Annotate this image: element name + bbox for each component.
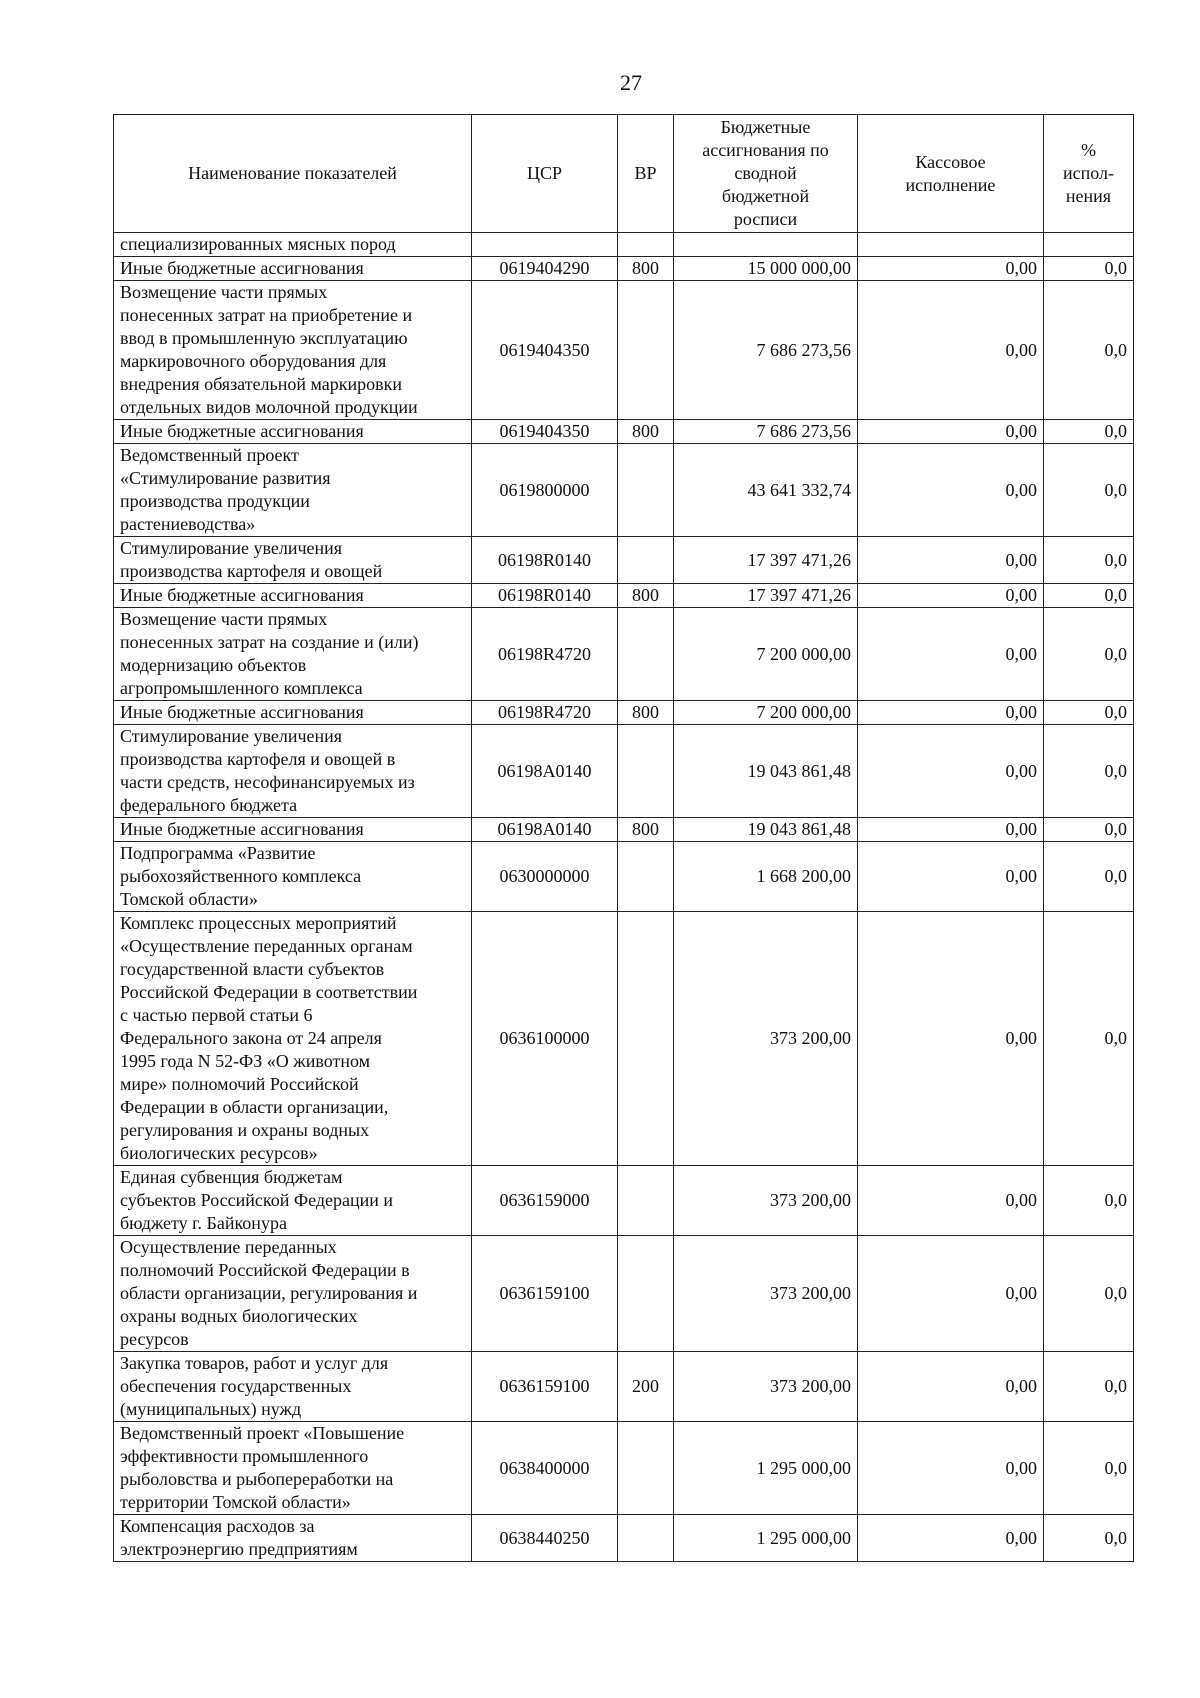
cell-amount: 7 200 000,00 xyxy=(674,608,858,701)
cell-amount: 7 686 273,56 xyxy=(674,281,858,420)
cell-pct: 0,0 xyxy=(1044,257,1134,281)
table-row xyxy=(114,1236,1134,1352)
table-row xyxy=(114,584,1134,608)
cell-pct: 0,0 xyxy=(1044,1166,1134,1236)
cell-vr xyxy=(618,1166,674,1236)
cell-amount: 373 200,00 xyxy=(674,1236,858,1352)
cell-pct: 0,0 xyxy=(1044,584,1134,608)
table-row xyxy=(114,1422,1134,1515)
cell-cash: 0,00 xyxy=(858,725,1044,818)
cell-name: Иные бюджетные ассигнования xyxy=(114,420,472,444)
cell-csr: 06198R0140 xyxy=(472,537,618,584)
cell-cash: 0,00 xyxy=(858,1236,1044,1352)
cell-amount: 19 043 861,48 xyxy=(674,725,858,818)
cell-amount: 17 397 471,26 xyxy=(674,537,858,584)
cell-amount: 1 668 200,00 xyxy=(674,842,858,912)
cell-cash: 0,00 xyxy=(858,1352,1044,1422)
cell-vr xyxy=(618,233,674,257)
cell-pct: 0,0 xyxy=(1044,1515,1134,1562)
cell-vr: 800 xyxy=(618,701,674,725)
cell-vr: 800 xyxy=(618,584,674,608)
cell-pct: 0,0 xyxy=(1044,444,1134,537)
cell-csr: 0619404290 xyxy=(472,257,618,281)
cell-amount: 373 200,00 xyxy=(674,1352,858,1422)
cell-csr: 0636100000 xyxy=(472,912,618,1166)
cell-name: Компенсация расходов за электроэнергию предприятиям xyxy=(114,1515,472,1562)
header-name xyxy=(114,115,472,233)
cell-name: Единая субвенция бюджетам субъектов Российской Федерации и бюджету г. Байконура xyxy=(114,1166,472,1236)
header-vr xyxy=(618,115,674,233)
cell-pct: 0,0 xyxy=(1044,725,1134,818)
header-budget-label: Бюджетные ассигнования по сводной бюджетной росписи xyxy=(702,117,829,229)
cell-name: Возмещение части прямых понесенных затрат на создание и (или) модернизацию объектов агропромышленного комплекса xyxy=(114,608,472,701)
table-row xyxy=(114,233,1134,257)
cell-pct: 0,0 xyxy=(1044,818,1134,842)
table-row xyxy=(114,842,1134,912)
table-row xyxy=(114,281,1134,420)
cell-amount: 1 295 000,00 xyxy=(674,1422,858,1515)
budget-table xyxy=(113,114,1134,1562)
cell-name: Стимулирование увеличения производства картофеля и овощей в части средств, несофинансируемых из федерального бюджета xyxy=(114,725,472,818)
cell-cash: 0,00 xyxy=(858,420,1044,444)
cell-pct: 0,0 xyxy=(1044,1236,1134,1352)
header-pct-label: % испол- нения xyxy=(1063,140,1114,206)
cell-csr: 0636159100 xyxy=(472,1236,618,1352)
cell-pct: 0,0 xyxy=(1044,1422,1134,1515)
cell-csr xyxy=(472,233,618,257)
cell-vr xyxy=(618,537,674,584)
cell-name: Ведомственный проект «Повышение эффективности промышленного рыболовства и рыбопереработки на территории Томской области» xyxy=(114,1422,472,1515)
cell-amount: 7 200 000,00 xyxy=(674,701,858,725)
cell-vr xyxy=(618,912,674,1166)
table-row xyxy=(114,444,1134,537)
cell-amount: 373 200,00 xyxy=(674,912,858,1166)
cell-pct: 0,0 xyxy=(1044,281,1134,420)
cell-csr: 0636159000 xyxy=(472,1166,618,1236)
cell-pct: 0,0 xyxy=(1044,608,1134,701)
cell-cash: 0,00 xyxy=(858,912,1044,1166)
cell-vr: 800 xyxy=(618,257,674,281)
cell-name: Осуществление переданных полномочий Российской Федерации в области организации, регулирования и охраны водных биологических ресурсов xyxy=(114,1236,472,1352)
cell-vr xyxy=(618,281,674,420)
cell-vr xyxy=(618,608,674,701)
header-csr xyxy=(472,115,618,233)
cell-name: Стимулирование увеличения производства картофеля и овощей xyxy=(114,537,472,584)
cell-cash: 0,00 xyxy=(858,257,1044,281)
table-header-row xyxy=(114,115,1134,233)
table-row xyxy=(114,1166,1134,1236)
table-body xyxy=(114,233,1134,1562)
table-row xyxy=(114,420,1134,444)
cell-csr: 0619800000 xyxy=(472,444,618,537)
cell-amount: 7 686 273,56 xyxy=(674,420,858,444)
header-cash xyxy=(858,115,1044,233)
cell-name: Иные бюджетные ассигнования xyxy=(114,818,472,842)
cell-cash: 0,00 xyxy=(858,608,1044,701)
header-name-label: Наименование показателей xyxy=(188,163,397,183)
cell-cash: 0,00 xyxy=(858,818,1044,842)
cell-csr: 0636159100 xyxy=(472,1352,618,1422)
cell-pct: 0,0 xyxy=(1044,912,1134,1166)
cell-pct xyxy=(1044,233,1134,257)
header-vr-label: ВР xyxy=(634,163,657,183)
header-cash-label: Кассовое исполнение xyxy=(905,151,996,195)
cell-csr: 0638440250 xyxy=(472,1515,618,1562)
cell-amount: 43 641 332,74 xyxy=(674,444,858,537)
cell-vr: 800 xyxy=(618,420,674,444)
cell-pct: 0,0 xyxy=(1044,701,1134,725)
page-number: 27 xyxy=(620,70,642,95)
cell-name: Иные бюджетные ассигнования xyxy=(114,257,472,281)
cell-cash: 0,00 xyxy=(858,584,1044,608)
cell-cash: 0,00 xyxy=(858,281,1044,420)
cell-amount: 15 000 000,00 xyxy=(674,257,858,281)
cell-cash: 0,00 xyxy=(858,444,1044,537)
cell-csr: 0630000000 xyxy=(472,842,618,912)
cell-vr xyxy=(618,1515,674,1562)
cell-cash: 0,00 xyxy=(858,701,1044,725)
cell-pct: 0,0 xyxy=(1044,420,1134,444)
cell-pct: 0,0 xyxy=(1044,1352,1134,1422)
cell-amount xyxy=(674,233,858,257)
cell-amount: 1 295 000,00 xyxy=(674,1515,858,1562)
cell-vr xyxy=(618,444,674,537)
header-budget xyxy=(674,115,858,233)
cell-name: специализированных мясных пород xyxy=(114,233,472,257)
cell-csr: 0619404350 xyxy=(472,281,618,420)
cell-csr: 0619404350 xyxy=(472,420,618,444)
cell-name: Ведомственный проект «Стимулирование развития производства продукции растениеводства» xyxy=(114,444,472,537)
cell-amount: 17 397 471,26 xyxy=(674,584,858,608)
cell-vr xyxy=(618,1236,674,1352)
cell-name: Возмещение части прямых понесенных затрат на приобретение и ввод в промышленную эксплуатацию маркировочного оборудования для внедрения обязательной маркировки отдельных видов молочной продукции xyxy=(114,281,472,420)
cell-pct: 0,0 xyxy=(1044,842,1134,912)
cell-name: Комплекс процессных мероприятий «Осуществление переданных органам государственной власти субъектов Российской Федерации в соответствии с частью первой статьи 6 Федерального закона от 24 апреля 1995 года N 52-ФЗ «О животном мире» полномочий Российской Федерации в области организации, регулирования и охраны водных биологических ресурсов» xyxy=(114,912,472,1166)
cell-vr xyxy=(618,1422,674,1515)
table-row xyxy=(114,912,1134,1166)
cell-cash: 0,00 xyxy=(858,1422,1044,1515)
cell-csr: 06198R0140 xyxy=(472,584,618,608)
cell-csr: 0638400000 xyxy=(472,1422,618,1515)
cell-csr: 06198R4720 xyxy=(472,608,618,701)
cell-name: Закупка товаров, работ и услуг для обеспечения государственных (муниципальных) нужд xyxy=(114,1352,472,1422)
cell-vr xyxy=(618,725,674,818)
header-csr-label: ЦСР xyxy=(526,163,562,183)
cell-cash xyxy=(858,233,1044,257)
header-pct xyxy=(1044,115,1134,233)
cell-name: Иные бюджетные ассигнования xyxy=(114,584,472,608)
cell-cash: 0,00 xyxy=(858,1515,1044,1562)
cell-amount: 373 200,00 xyxy=(674,1166,858,1236)
table-row xyxy=(114,818,1134,842)
cell-csr: 06198R4720 xyxy=(472,701,618,725)
table-row xyxy=(114,257,1134,281)
cell-cash: 0,00 xyxy=(858,1166,1044,1236)
table-row xyxy=(114,725,1134,818)
table-row xyxy=(114,1515,1134,1562)
table-row xyxy=(114,1352,1134,1422)
cell-vr xyxy=(618,842,674,912)
cell-csr: 06198A0140 xyxy=(472,725,618,818)
cell-name: Иные бюджетные ассигнования xyxy=(114,701,472,725)
cell-cash: 0,00 xyxy=(858,537,1044,584)
cell-pct: 0,0 xyxy=(1044,537,1134,584)
cell-name: Подпрограмма «Развитие рыбохозяйственного комплекса Томской области» xyxy=(114,842,472,912)
cell-vr: 800 xyxy=(618,818,674,842)
cell-cash: 0,00 xyxy=(858,842,1044,912)
cell-vr: 200 xyxy=(618,1352,674,1422)
table-row xyxy=(114,701,1134,725)
table-row xyxy=(114,608,1134,701)
cell-amount: 19 043 861,48 xyxy=(674,818,858,842)
table-row xyxy=(114,537,1134,584)
cell-csr: 06198A0140 xyxy=(472,818,618,842)
